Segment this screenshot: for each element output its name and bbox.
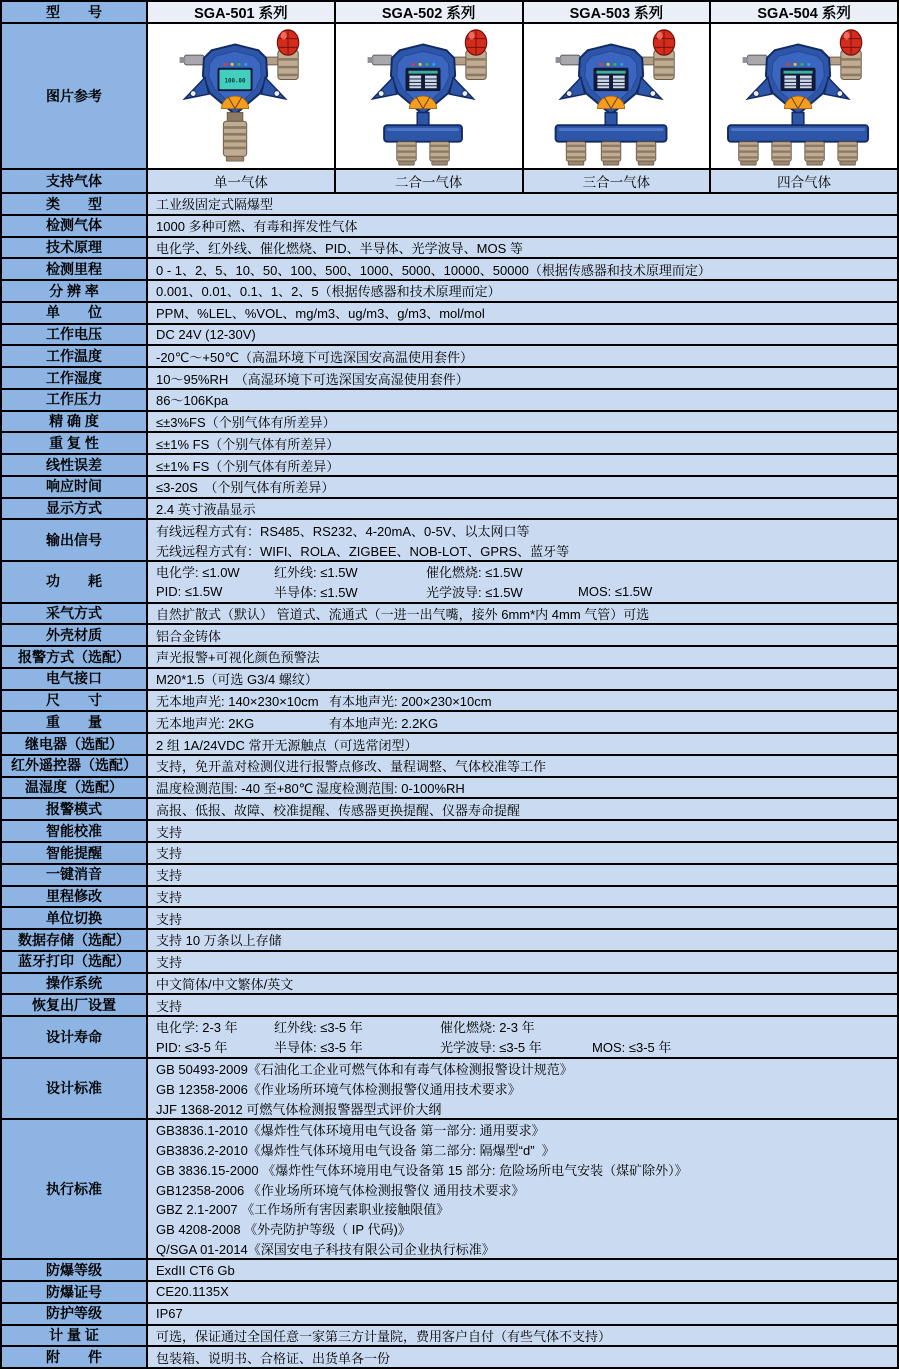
spec-row-housing-material: [2, 623, 897, 645]
spec-value-line: [156, 712, 897, 732]
photo-cell-sga-502: [336, 24, 524, 168]
spec-value-line: [156, 821, 897, 841]
spec-label-execution-standard: 执行标准: [2, 1120, 148, 1258]
spec-value-bluetooth-print-optional: [148, 952, 897, 972]
spec-value-line: [156, 433, 897, 453]
spec-label-tech-principle: 技术原理: [2, 238, 148, 258]
spec-value-segment: GB3836.1-2010《爆炸性气体环境用电气设备 第一部分: 通用要求》: [156, 1123, 545, 1139]
spec-row-repeatability: [2, 431, 897, 453]
spec-label-protection-class: 防护等级: [2, 1304, 148, 1324]
spec-value-segment: 催化燃烧: ≤1.5W: [426, 565, 523, 581]
spec-label-unit: 单 位: [2, 303, 148, 323]
spec-value-segment: Q/SGA 01-2014《深国安电子科技有限公司企业执行标准》: [156, 1241, 495, 1257]
spec-value-unit: [148, 303, 897, 323]
spec-row-relay-optional: [2, 732, 897, 754]
spec-value-segment: GB 50493-2009《石油化工企业可燃气体和有毒气体检测报警设计规范》: [156, 1062, 573, 1077]
spec-value-line: [156, 281, 897, 301]
spec-row-type: [2, 192, 897, 214]
spec-value-segment: 10～95%RH （高湿环境下可选深国安高湿使用套件）: [156, 371, 469, 387]
spec-row-range-modify: [2, 885, 897, 907]
spec-row-working-temperature: [2, 344, 897, 366]
spec-value-segment: M20*1.5（可选 G3/4 螺纹）: [156, 672, 318, 688]
spec-value-segment: 有线远程方式有：RS485、RS232、4-20mA、0-5V、以太网口等: [156, 523, 530, 539]
spec-value-line: [156, 1159, 897, 1179]
spec-label-linearity-error: 线性误差: [2, 455, 148, 475]
spec-value-line: [156, 865, 897, 885]
spec-value-segment: 包装箱、说明书、合格证、出货单各一份: [156, 1350, 391, 1366]
spec-row-alarm-mode-optional: [2, 645, 897, 667]
spec-value-segment: IP67: [156, 1306, 183, 1322]
spec-label-power-consumption: 功 耗: [2, 562, 148, 602]
spec-value-line: [156, 734, 897, 754]
spec-label-factory-reset: 恢复出厂设置: [2, 995, 148, 1015]
spec-value-segment: GB 4208-2008 《外壳防护等级（ IP 代码)》: [156, 1222, 411, 1238]
spec-label-working-temperature: 工作温度: [2, 346, 148, 366]
spec-row-working-humidity: [2, 366, 897, 388]
spec-value-line: [156, 1199, 897, 1219]
spec-value-line: [156, 1347, 897, 1367]
spec-value-segment: 自然扩散式（默认） 管道式、流通式（一进一出气嘴，接外 6mm*内 4mm 气管）可选: [156, 606, 650, 622]
spec-value-line: [156, 974, 897, 994]
spec-value-segment: 无本地声光: 2KG: [156, 715, 255, 731]
spec-value-segment: -20℃～+50℃（高温环境下可选深国安高温使用套件）: [156, 349, 474, 365]
spec-row-working-voltage: [2, 323, 897, 345]
spec-value-one-key-mute: [148, 865, 897, 885]
spec-value-line: [156, 520, 897, 540]
spec-label-smart-reminder: 智能提醒: [2, 843, 148, 863]
model-name-sga-504: SGA-504 系列: [711, 2, 897, 22]
spec-value-electrical-interface: [148, 669, 897, 689]
spec-value-working-humidity: [148, 368, 897, 388]
spec-row-temp-humidity-optional: [2, 776, 897, 798]
spec-value-line: [156, 843, 897, 863]
spec-row-unit-switch: [2, 906, 897, 928]
spec-value-segment: 1000 多种可燃、有毒和挥发性气体: [156, 219, 358, 235]
spec-value-line: [156, 412, 897, 432]
spec-row-one-key-mute: [2, 863, 897, 885]
spec-value-power-consumption: [148, 562, 897, 602]
spec-label-range-modify: 里程修改: [2, 887, 148, 907]
spec-label-housing-material: 外壳材质: [2, 625, 148, 645]
spec-value-temp-humidity-optional: [148, 778, 897, 798]
spec-value-line: [156, 346, 897, 366]
spec-row-ir-remote-optional: [2, 754, 897, 776]
spec-value-segment: 支持，免开盖对检测仪进行报警点修改、量程调整、气体校准等工作: [156, 759, 547, 775]
spec-label-repeatability: 重 复 性: [2, 433, 148, 453]
spec-label-working-humidity: 工作湿度: [2, 368, 148, 388]
spec-value-segment: 电化学: ≤1.0W: [156, 565, 240, 581]
spec-value-display-mode: [148, 499, 897, 519]
spec-row-alarm-modes: [2, 797, 897, 819]
spec-value-segment: 高报、低报、故障、校准提醒、传感器更换提醒、仪器寿命提醒: [156, 802, 521, 818]
spec-rows-container: [2, 192, 897, 1367]
spec-row-resolution: [2, 279, 897, 301]
spec-value-alarm-modes: [148, 799, 897, 819]
spec-value-segment: DC 24V (12-30V): [156, 326, 256, 342]
spec-value-working-temperature: [148, 346, 897, 366]
spec-value-segment: PPM、%LEL、%VOL、mg/m3、ug/m3、g/m3、mol/mol: [156, 306, 485, 322]
spec-value-segment: MOS: ≤1.5W: [578, 584, 653, 600]
spec-value-line: [156, 1260, 897, 1280]
spec-label-sampling-mode: 采气方式: [2, 604, 148, 624]
spec-value-line: [156, 455, 897, 475]
spec-value-ir-remote-optional: [148, 756, 897, 776]
spec-value-segment: 催化燃烧: 2-3 年: [440, 1020, 535, 1036]
spec-value-segment: 温度检测范围: -40 至+80℃: [156, 781, 314, 797]
spec-value-operating-system: [148, 974, 897, 994]
spec-value-detect-range: [148, 259, 897, 279]
spec-value-line: [156, 1120, 897, 1140]
spec-row-linearity-error: [2, 453, 897, 475]
spec-label-relay-optional: 继电器（选配）: [2, 734, 148, 754]
spec-value-line: [156, 194, 897, 214]
spec-value-design-life: [148, 1017, 897, 1057]
spec-row-explosion-proof-cert: [2, 1280, 897, 1302]
spec-value-working-pressure: [148, 390, 897, 410]
spec-label-unit-switch: 单位切换: [2, 908, 148, 928]
spec-value-segment: PID: ≤1.5W: [156, 584, 223, 600]
spec-value-segment: 半导体: ≤1.5W: [274, 585, 358, 601]
spec-value-segment: 湿度检测范围: 0-100%RH: [316, 781, 465, 797]
spec-value-line: [156, 216, 897, 236]
spec-value-line: [156, 1098, 897, 1118]
spec-value-output-signal: [148, 520, 897, 560]
spec-label-working-pressure: 工作压力: [2, 390, 148, 410]
spec-row-working-pressure: [2, 388, 897, 410]
spec-value-segment: 工业级固定式隔爆型: [156, 197, 274, 213]
spec-value-segment: 支持: [156, 868, 183, 884]
spec-label-alarm-mode-optional: 报警方式（选配）: [2, 647, 148, 667]
spec-value-line: [156, 238, 897, 258]
spec-value-segment: 无线远程方式有：WIFI、ROLA、ZIGBEE、NOB-LOT、GPRS、蓝牙等: [156, 543, 570, 559]
model-name-sga-503: SGA-503 系列: [524, 2, 712, 22]
spec-label-dimensions: 尺 寸: [2, 691, 148, 711]
spec-row-explosion-proof-class: [2, 1258, 897, 1280]
photo-row-label: 图片参考: [2, 24, 148, 168]
spec-value-resolution: [148, 281, 897, 301]
spec-value-segment: 有本地声光: 2.2KG: [329, 715, 439, 731]
spec-label-type: 类 型: [2, 194, 148, 214]
spec-value-segment: 支持 10 万条以上存储: [156, 933, 282, 949]
spec-row-sampling-mode: [2, 602, 897, 624]
spec-value-line: [156, 1017, 897, 1037]
spec-value-line: [156, 1037, 897, 1057]
spec-label-output-signal: 输出信号: [2, 520, 148, 560]
spec-value-line: [156, 669, 897, 689]
spec-row-data-storage-optional: [2, 928, 897, 950]
spec-value-segment: 红外线: ≤1.5W: [274, 565, 358, 581]
spec-value-line: [156, 799, 897, 819]
spec-value-range-modify: [148, 887, 897, 907]
spec-value-sampling-mode: [148, 604, 897, 624]
spec-row-detect-range: [2, 257, 897, 279]
model-header-row: [2, 2, 897, 22]
spec-value-segment: ExdII CT6 Gb: [156, 1262, 235, 1278]
spec-value-design-standard: [148, 1059, 897, 1118]
spec-value-detect-gas: [148, 216, 897, 236]
gas-detector-image-3-sensors: [524, 25, 710, 167]
photo-cell-sga-501: [148, 24, 336, 168]
spec-row-output-signal: [2, 518, 897, 560]
spec-value-segment: 铝合金铸体: [156, 628, 222, 644]
spec-value-smart-reminder: [148, 843, 897, 863]
spec-value-segment: 0 - 1、2、5、10、50、100、500、1000、5000、10000、50000（根据传感器和技术原理而定）: [156, 262, 711, 278]
spec-value-line: [156, 259, 897, 279]
spec-value-line: [156, 952, 897, 972]
spec-value-repeatability: [148, 433, 897, 453]
spec-row-accessories: [2, 1345, 897, 1367]
spec-label-display-mode: 显示方式: [2, 499, 148, 519]
spec-value-segment: PID: ≤3-5 年: [156, 1040, 228, 1056]
spec-value-segment: 无本地声光: 140×230×10cm: [156, 693, 319, 709]
gas-detector-image-4-sensors: [711, 25, 897, 167]
spec-label-design-life: 设计寿命: [2, 1017, 148, 1057]
spec-label-smart-calibration: 智能校准: [2, 821, 148, 841]
spec-value-segment: ≤3-20S （个别气体有所差异）: [156, 480, 335, 496]
spec-value-segment: 支持: [156, 824, 183, 840]
spec-value-segment: 红外线: ≤3-5 年: [274, 1020, 363, 1036]
spec-label-operating-system: 操作系统: [2, 974, 148, 994]
spec-value-line: [156, 477, 897, 497]
spec-value-weight: [148, 712, 897, 732]
spec-value-line: [156, 1179, 897, 1199]
spec-value-line: [156, 390, 897, 410]
spec-value-linearity-error: [148, 455, 897, 475]
spec-value-line: [156, 1078, 897, 1098]
spec-row-operating-system: [2, 972, 897, 994]
spec-value-segment: 可选，保证通过全国任意一家第三方计量院，费用客户自付（有些气体不支持）: [156, 1328, 612, 1344]
spec-value-line: [156, 1239, 897, 1259]
spec-value-line: [156, 582, 897, 602]
model-name-sga-502: SGA-502 系列: [336, 2, 524, 22]
spec-row-detect-gas: [2, 214, 897, 236]
spec-row-power-consumption: [2, 560, 897, 602]
spec-label-one-key-mute: 一键消音: [2, 865, 148, 885]
spec-value-segment: ≤±3%FS（个别气体有所差异）: [156, 415, 336, 431]
supported-gas-row: [2, 168, 897, 192]
spec-row-tech-principle: [2, 236, 897, 258]
spec-label-temp-humidity-optional: 温湿度（选配）: [2, 778, 148, 798]
spec-label-ir-remote-optional: 红外遥控器（选配）: [2, 756, 148, 776]
spec-value-execution-standard: [148, 1120, 897, 1258]
spec-value-segment: 支持: [156, 889, 183, 905]
spec-value-line: [156, 691, 897, 711]
spec-value-segment: 有本地声光: 200×230×10cm: [329, 693, 492, 709]
spec-label-resolution: 分 辨 率: [2, 281, 148, 301]
spec-row-dimensions: [2, 689, 897, 711]
spec-label-working-voltage: 工作电压: [2, 325, 148, 345]
gas-value-sga-503: 三合一气体: [524, 170, 712, 192]
spec-value-line: [156, 325, 897, 345]
spec-value-segment: 电化学、红外线、催化燃烧、PID、半导体、光学波导、MOS 等: [156, 240, 523, 256]
spec-value-explosion-proof-cert: [148, 1282, 897, 1302]
spec-value-line: [156, 1326, 897, 1346]
spec-value-segment: 0.001、0.01、0.1、1、2、5（根据传感器和技术原理而定）: [156, 284, 501, 300]
spec-value-segment: 支持: [156, 998, 183, 1014]
spec-value-relay-optional: [148, 734, 897, 754]
spec-value-segment: GB12358-2006 《作业场所环境气体检测报警仪 通用技术要求》: [156, 1182, 525, 1198]
spec-value-segment: 电化学: 2-3 年: [156, 1020, 238, 1036]
spec-row-smart-reminder: [2, 841, 897, 863]
spec-value-segment: 2.4 英寸液晶显示: [156, 502, 256, 518]
spec-value-line: [156, 1219, 897, 1239]
spec-value-factory-reset: [148, 995, 897, 1015]
spec-label-bluetooth-print-optional: 蓝牙打印（选配）: [2, 952, 148, 972]
spec-value-dimensions: [148, 691, 897, 711]
spec-value-segment: 支持: [156, 911, 183, 927]
svg-text:100.00: 100.00: [224, 78, 246, 85]
spec-label-data-storage-optional: 数据存储（选配）: [2, 930, 148, 950]
spec-value-protection-class: [148, 1304, 897, 1324]
spec-row-bluetooth-print-optional: [2, 950, 897, 972]
spec-row-design-life: [2, 1015, 897, 1057]
spec-value-line: [156, 1140, 897, 1160]
spec-label-electrical-interface: 电气接口: [2, 669, 148, 689]
spec-value-segment: MOS: ≤3-5 年: [592, 1040, 672, 1056]
spec-value-line: [156, 562, 897, 582]
spec-row-execution-standard: [2, 1118, 897, 1258]
spec-value-segment: GB 12358-2006《作业场所环境气体检测报警仪通用技术要求》: [156, 1081, 521, 1097]
spec-row-accuracy: [2, 410, 897, 432]
spec-value-accuracy: [148, 412, 897, 432]
spec-row-factory-reset: [2, 993, 897, 1015]
spec-value-line: [156, 1059, 897, 1079]
spec-label-response-time: 响应时间: [2, 477, 148, 497]
spec-value-unit-switch: [148, 908, 897, 928]
gas-value-sga-502: 二合一气体: [336, 170, 524, 192]
spec-value-segment: 光学波导: ≤3-5 年: [440, 1040, 542, 1056]
photo-row: [2, 22, 897, 168]
photo-cell-sga-504: [711, 24, 897, 168]
spec-row-smart-calibration: [2, 819, 897, 841]
spec-value-alarm-mode-optional: [148, 647, 897, 667]
spec-label-detect-range: 检测里程: [2, 259, 148, 279]
spec-row-metrology-cert: [2, 1324, 897, 1346]
spec-value-segment: CE20.1135X: [156, 1284, 229, 1300]
spec-value-segment: 光学波导: ≤1.5W: [426, 585, 523, 601]
spec-value-segment: 86～106Kpa: [156, 393, 229, 409]
spec-value-segment: GB 3836.15-2000 《爆炸性气体环境用电气设备第 15 部分: 危险场所电气安装（煤矿除外）》: [156, 1162, 688, 1178]
spec-value-segment: 2 组 1A/24VDC 常开无源触点（可选常闭型）: [156, 737, 418, 753]
spec-label-metrology-cert: 计 量 证: [2, 1326, 148, 1346]
spec-value-segment: 支持: [156, 846, 183, 862]
gas-value-sga-504: 四合气体: [711, 170, 897, 192]
spec-value-segment: 中文简体/中文繁体/英文: [156, 976, 294, 992]
spec-value-line: [156, 930, 897, 950]
model-header-label: 型 号: [2, 2, 148, 22]
spec-value-line: [156, 887, 897, 907]
spec-label-weight: 重 量: [2, 712, 148, 732]
spec-value-working-voltage: [148, 325, 897, 345]
spec-value-segment: ≤±1% FS（个别气体有所差异）: [156, 436, 340, 452]
spec-value-line: [156, 499, 897, 519]
spec-value-line: [156, 368, 897, 388]
spec-value-metrology-cert: [148, 1326, 897, 1346]
spec-value-segment: 半导体: ≤3-5 年: [274, 1040, 363, 1056]
spec-row-response-time: [2, 475, 897, 497]
spec-value-segment: JJF 1368-2012 可燃气体检测报警器型式评价大纲: [156, 1101, 442, 1117]
spec-label-alarm-modes: 报警模式: [2, 799, 148, 819]
spec-value-line: [156, 647, 897, 667]
spec-label-explosion-proof-cert: 防爆证号: [2, 1282, 148, 1302]
spec-value-segment: 支持: [156, 955, 183, 971]
spec-row-design-standard: [2, 1057, 897, 1118]
gas-value-sga-501: 单一气体: [148, 170, 336, 192]
spec-value-line: [156, 303, 897, 323]
spec-value-type: [148, 194, 897, 214]
spec-value-line: [156, 540, 897, 560]
spec-value-segment: ≤±1% FS（个别气体有所差异）: [156, 458, 340, 474]
spec-value-line: [156, 908, 897, 928]
spec-value-line: [156, 604, 897, 624]
spec-value-housing-material: [148, 625, 897, 645]
spec-label-accuracy: 精 确 度: [2, 412, 148, 432]
spec-value-accessories: [148, 1347, 897, 1367]
spec-value-segment: GBZ 2.1-2007 《工作场所有害因素职业接触限值》: [156, 1202, 450, 1218]
spec-value-response-time: [148, 477, 897, 497]
spec-value-line: [156, 756, 897, 776]
spec-value-line: [156, 1304, 897, 1324]
spec-label-accessories: 附 件: [2, 1347, 148, 1367]
spec-value-explosion-proof-class: [148, 1260, 897, 1280]
spec-value-tech-principle: [148, 238, 897, 258]
gas-detector-image-1-sensor: [148, 25, 334, 167]
supported-gas-label: 支持气体: [2, 170, 148, 192]
spec-value-line: [156, 1282, 897, 1302]
photo-cell-sga-503: [524, 24, 712, 168]
spec-label-detect-gas: 检测气体: [2, 216, 148, 236]
spec-value-data-storage-optional: [148, 930, 897, 950]
spec-value-line: [156, 625, 897, 645]
spec-row-display-mode: [2, 497, 897, 519]
spec-label-explosion-proof-class: 防爆等级: [2, 1260, 148, 1280]
spec-value-line: [156, 995, 897, 1015]
model-name-sga-501: SGA-501 系列: [148, 2, 336, 22]
gas-detector-image-2-sensors: [336, 25, 522, 167]
spec-value-segment: GB3836.2-2010《爆炸性气体环境用电气设备 第二部分: 隔爆型“d” 》: [156, 1143, 555, 1159]
spec-value-smart-calibration: [148, 821, 897, 841]
spec-value-line: [156, 778, 897, 798]
spec-label-design-standard: 设计标准: [2, 1059, 148, 1118]
spec-value-segment: 声光报警+可视化颜色预警法: [156, 650, 320, 666]
spec-row-protection-class: [2, 1302, 897, 1324]
spec-row-unit: [2, 301, 897, 323]
spec-row-electrical-interface: [2, 667, 897, 689]
spec-row-weight: [2, 710, 897, 732]
